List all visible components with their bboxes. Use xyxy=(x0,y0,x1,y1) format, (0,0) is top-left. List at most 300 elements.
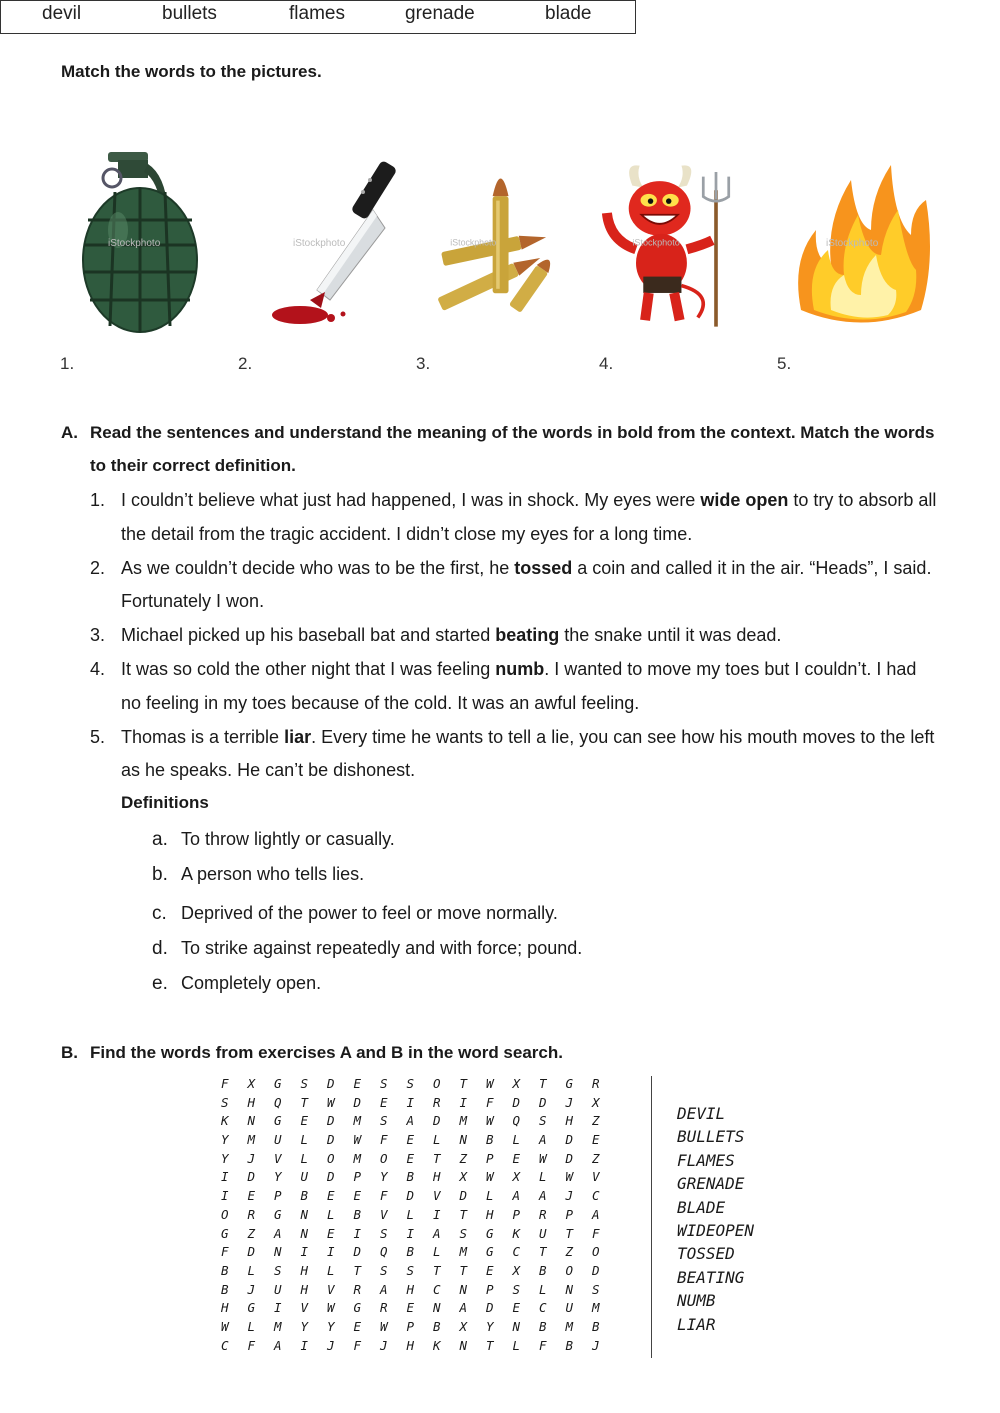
sentence-number: 1. xyxy=(90,490,106,510)
word-bank-item: grenade xyxy=(405,3,475,24)
grid-cell: F xyxy=(592,1225,600,1241)
definition-letter: e. xyxy=(152,973,168,994)
grid-cell: Q xyxy=(274,1094,282,1110)
grid-cell: Z xyxy=(459,1150,468,1166)
grid-row xyxy=(221,1151,619,1170)
grid-cell: E xyxy=(353,1318,362,1334)
grid-cell: I xyxy=(353,1225,362,1241)
grid-cell: E xyxy=(486,1262,494,1278)
grid-cell: A xyxy=(459,1300,468,1316)
grid-cell: D xyxy=(353,1244,362,1260)
grid-cell: A xyxy=(274,1337,282,1353)
grid-cell: B xyxy=(353,1206,362,1222)
grid-cell: E xyxy=(327,1225,335,1241)
grid-cell: F xyxy=(221,1076,229,1091)
grid-cell: N xyxy=(459,1281,468,1297)
grid-cell: L xyxy=(512,1132,521,1148)
grid-cell: I xyxy=(433,1206,441,1222)
grid-cell: N xyxy=(300,1225,309,1241)
grid-cell: J xyxy=(565,1188,574,1204)
grid-cell: B xyxy=(592,1318,600,1334)
grid-cell: D xyxy=(327,1076,335,1091)
sentence-text: the snake until it was dead. xyxy=(559,625,782,646)
grid-row xyxy=(221,1207,619,1226)
section-b-label: B. xyxy=(61,1043,78,1062)
grid-cell: H xyxy=(247,1094,256,1110)
grid-cell: N xyxy=(274,1244,282,1260)
grid-cell: E xyxy=(353,1188,362,1204)
grid-cell: Y xyxy=(221,1150,229,1166)
grid-cell: C xyxy=(592,1188,600,1204)
grid-cell: H xyxy=(221,1300,229,1316)
grid-cell: M xyxy=(592,1300,600,1316)
word-search-grid xyxy=(221,1076,619,1356)
grid-cell: I xyxy=(406,1094,415,1110)
watermark: iStockphoto xyxy=(108,238,161,249)
grid-cell: B xyxy=(539,1318,547,1334)
grid-cell: M xyxy=(247,1132,256,1148)
grid-cell: D xyxy=(565,1150,574,1166)
grid-cell: L xyxy=(406,1206,415,1222)
grid-cell: P xyxy=(565,1206,574,1222)
grid-cell: O xyxy=(380,1150,388,1166)
word-list-item: BEATING xyxy=(677,1267,745,1287)
grid-cell: D xyxy=(353,1094,362,1110)
grid-cell: T xyxy=(486,1337,494,1353)
grid-cell: A xyxy=(539,1132,547,1148)
grid-cell: E xyxy=(406,1300,415,1316)
sentence-text: Michael picked up his baseball bat and started xyxy=(121,625,496,646)
word-bank-item: blade xyxy=(545,3,592,24)
grid-row xyxy=(221,1188,619,1207)
word-list-item: FLAMES xyxy=(677,1150,735,1170)
grid-cell: H xyxy=(406,1281,415,1297)
grid-cell: S xyxy=(380,1262,388,1278)
grid-cell: X xyxy=(459,1318,468,1334)
grid-cell: W xyxy=(221,1318,229,1334)
grid-cell: Y xyxy=(274,1169,282,1185)
grid-cell: J xyxy=(565,1094,574,1110)
grid-cell: P xyxy=(486,1281,494,1297)
grid-cell: G xyxy=(353,1300,362,1316)
grid-cell: D xyxy=(247,1169,256,1185)
grid-cell: A xyxy=(274,1225,282,1241)
grid-cell: J xyxy=(247,1281,256,1297)
grid-cell: S xyxy=(592,1281,600,1297)
grid-cell: D xyxy=(406,1188,415,1204)
grid-cell: I xyxy=(300,1337,309,1353)
grid-cell: L xyxy=(512,1337,521,1353)
grid-cell: Y xyxy=(221,1132,229,1148)
grid-cell: R xyxy=(353,1281,362,1297)
section-a-title: Read the sentences and understand the meaning of the words in bold from the context. Match the words to their correct definition. xyxy=(90,423,935,475)
grid-cell: T xyxy=(459,1206,468,1222)
grid-cell: D xyxy=(327,1132,335,1148)
bullets-icon xyxy=(415,150,565,335)
word-list-item: LIAR xyxy=(677,1314,716,1334)
grid-cell: X xyxy=(592,1094,600,1110)
grid-cell: O xyxy=(433,1076,441,1091)
grid-cell: X xyxy=(247,1076,256,1091)
sentence-item xyxy=(90,653,940,721)
grid-cell: L xyxy=(327,1262,335,1278)
grid-cell: W xyxy=(539,1150,547,1166)
grid-cell: P xyxy=(486,1150,494,1166)
grid-cell: B xyxy=(406,1169,415,1185)
grid-cell: T xyxy=(565,1225,574,1241)
grid-cell: G xyxy=(247,1300,256,1316)
grid-cell: B xyxy=(539,1262,547,1278)
grid-cell: Y xyxy=(380,1169,388,1185)
grid-cell: I xyxy=(221,1188,229,1204)
grid-row xyxy=(221,1263,619,1282)
sentence-item xyxy=(90,619,940,653)
grid-cell: C xyxy=(512,1244,521,1260)
grid-cell: Q xyxy=(380,1244,388,1260)
grid-cell: A xyxy=(433,1225,441,1241)
definitions-title: Definitions xyxy=(121,793,209,812)
grid-cell: L xyxy=(486,1188,494,1204)
grid-row xyxy=(221,1319,619,1338)
grid-cell: Q xyxy=(512,1113,521,1129)
grid-cell: R xyxy=(380,1300,388,1316)
grid-cell: Y xyxy=(327,1318,335,1334)
grid-cell: S xyxy=(406,1262,415,1278)
sentence-text: to try to absorb all the detail from the tragic accident. I didn’t close my eyes for a long time. xyxy=(121,490,937,544)
grid-cell: G xyxy=(221,1225,229,1241)
definition-letter: a. xyxy=(152,829,168,850)
grid-cell: D xyxy=(433,1113,441,1129)
grid-cell: N xyxy=(459,1337,468,1353)
word-bank-item: bullets xyxy=(162,3,217,24)
grid-cell: O xyxy=(592,1244,600,1260)
grid-cell: F xyxy=(380,1132,388,1148)
grid-row xyxy=(221,1113,619,1132)
grid-cell: W xyxy=(380,1318,388,1334)
grid-cell: E xyxy=(592,1132,600,1148)
definition-letter: c. xyxy=(152,903,167,924)
grid-cell: G xyxy=(274,1113,282,1129)
word-list-item: BULLETS xyxy=(677,1127,745,1147)
grid-cell: F xyxy=(353,1337,362,1353)
grid-cell: V xyxy=(380,1206,388,1222)
grid-row xyxy=(221,1169,619,1188)
grid-cell: H xyxy=(300,1281,309,1297)
sentence-text: . I wanted to move my toes but I couldn’t. I had no feeling in my toes because of the cold. It was an awful feeling. xyxy=(121,658,917,713)
grid-cell: D xyxy=(539,1094,547,1110)
grid-cell: I xyxy=(459,1094,468,1110)
grid-cell: U xyxy=(274,1132,282,1148)
grid-cell: M xyxy=(459,1244,468,1260)
grid-cell: X xyxy=(512,1169,521,1185)
grid-cell: W xyxy=(486,1113,494,1129)
flames-icon xyxy=(786,150,936,335)
grid-cell: R xyxy=(539,1206,547,1222)
grid-cell: U xyxy=(274,1281,282,1297)
definition-text: To strike against repeatedly and with force; pound. xyxy=(181,938,583,958)
word-bank-box xyxy=(0,0,636,34)
grid-cell: F xyxy=(380,1188,388,1204)
word-list-item: BLADE xyxy=(677,1197,726,1217)
sentence-text: . Every time he wants to tell a lie, you can see how his mouth moves to the left as he speaks. He can’t be dishonest. xyxy=(121,726,935,781)
grid-cell: U xyxy=(539,1225,547,1241)
watermark: iStockphoto xyxy=(293,238,346,249)
word-list-item: DEVIL xyxy=(677,1104,726,1123)
grid-cell: F xyxy=(247,1337,256,1353)
grid-cell: T xyxy=(459,1262,468,1278)
bold-word: numb xyxy=(495,658,545,679)
grid-cell: A xyxy=(406,1113,415,1129)
grid-cell: W xyxy=(486,1076,494,1091)
grid-cell: T xyxy=(539,1244,547,1260)
grid-cell: P xyxy=(353,1169,362,1185)
sentence-text: Thomas is a terrible xyxy=(121,726,285,747)
devil-icon xyxy=(596,150,746,335)
grid-cell: H xyxy=(300,1262,309,1278)
grid-cell: N xyxy=(512,1318,521,1334)
grid-cell: S xyxy=(380,1076,388,1091)
grid-row xyxy=(221,1338,619,1357)
grid-cell: B xyxy=(221,1262,229,1278)
grid-cell: Y xyxy=(300,1318,309,1334)
grid-cell: S xyxy=(300,1076,309,1091)
grid-cell: D xyxy=(486,1300,494,1316)
sentence-item xyxy=(90,552,940,620)
grid-cell: B xyxy=(433,1318,441,1334)
definition-letter: b. xyxy=(152,864,168,885)
grid-cell: B xyxy=(300,1188,309,1204)
grid-cell: D xyxy=(327,1113,335,1129)
grid-cell: G xyxy=(486,1244,494,1260)
grid-cell: P xyxy=(274,1188,282,1204)
grid-row xyxy=(221,1282,619,1301)
grid-cell: T xyxy=(300,1094,309,1110)
grid-cell: R xyxy=(592,1076,600,1091)
picture-number: 1. xyxy=(60,354,75,373)
sentence-text: I couldn’t believe what just had happened, I was in shock. My eyes were xyxy=(121,490,701,510)
grid-cell: L xyxy=(247,1262,256,1278)
word-bank-item: flames xyxy=(289,3,345,24)
grid-cell: T xyxy=(353,1262,362,1278)
bold-word: liar xyxy=(284,726,312,747)
match-instruction: Match the words to the pictures. xyxy=(61,62,322,81)
word-search-list xyxy=(677,1104,754,1338)
grid-cell: B xyxy=(406,1244,415,1260)
grid-cell: W xyxy=(327,1094,335,1110)
sentence-number: 3. xyxy=(90,625,106,646)
grid-cell: J xyxy=(247,1150,256,1166)
grid-cell: L xyxy=(539,1281,547,1297)
grid-cell: N xyxy=(565,1281,574,1297)
grid-cell: C xyxy=(221,1337,229,1353)
grid-cell: J xyxy=(327,1337,335,1353)
word-list-item: WIDEOPEN xyxy=(677,1220,755,1240)
sentence-item xyxy=(90,721,940,789)
grid-cell: H xyxy=(433,1169,441,1185)
picture-number: 5. xyxy=(777,354,792,373)
grid-cell: E xyxy=(512,1150,521,1166)
word-list-item: GRENADE xyxy=(677,1174,745,1194)
grid-cell: V xyxy=(300,1300,309,1316)
grid-cell: M xyxy=(353,1150,362,1166)
grid-cell: W xyxy=(353,1132,362,1148)
sentence-number: 2. xyxy=(90,557,106,578)
sentence-text: It was so cold the other night that I was feeling xyxy=(121,658,496,679)
grid-cell: N xyxy=(247,1113,256,1129)
grid-cell: V xyxy=(433,1188,441,1204)
definition-letter: d. xyxy=(152,938,168,959)
grid-row xyxy=(221,1095,619,1114)
grid-cell: W xyxy=(486,1169,494,1185)
grid-row xyxy=(221,1076,619,1095)
grid-cell: I xyxy=(300,1244,309,1260)
definition-item xyxy=(152,829,395,851)
grid-cell: S xyxy=(406,1076,415,1091)
sentence-text: a coin and called it in the air. “Heads”, I said. Fortunately I won. xyxy=(121,557,932,612)
grid-cell: T xyxy=(433,1150,441,1166)
grid-cell: T xyxy=(433,1262,441,1278)
grid-cell: S xyxy=(512,1281,521,1297)
picture-number: 4. xyxy=(599,354,614,373)
definition-item xyxy=(152,973,321,995)
word-bank-item: devil xyxy=(42,3,82,24)
definition-item xyxy=(152,903,558,925)
grid-cell: B xyxy=(486,1132,494,1148)
grid-cell: E xyxy=(327,1188,335,1204)
grid-cell: B xyxy=(565,1337,574,1353)
grid-cell: S xyxy=(380,1225,388,1241)
picture-number: 2. xyxy=(238,354,253,373)
grid-cell: S xyxy=(380,1113,388,1129)
grid-cell: M xyxy=(353,1113,362,1129)
grid-cell: F xyxy=(221,1244,229,1260)
grid-cell: I xyxy=(406,1225,415,1241)
grid-cell: G xyxy=(274,1076,282,1091)
grid-cell: E xyxy=(380,1094,388,1110)
grid-row xyxy=(221,1226,619,1245)
section-a-label: A. xyxy=(61,423,78,442)
grid-cell: P xyxy=(512,1206,521,1222)
sentence-list xyxy=(90,484,940,788)
grid-cell: G xyxy=(565,1076,574,1091)
grid-cell: U xyxy=(300,1169,309,1185)
grid-cell: L xyxy=(247,1318,256,1334)
picture-number: 3. xyxy=(416,354,431,373)
grid-cell: O xyxy=(327,1150,335,1166)
word-list-item: NUMB xyxy=(677,1291,716,1311)
grid-cell: D xyxy=(512,1094,521,1110)
grid-cell: H xyxy=(406,1337,415,1353)
grid-cell: R xyxy=(247,1206,256,1222)
grid-cell: D xyxy=(592,1262,600,1278)
grid-cell: X xyxy=(459,1169,468,1185)
grid-cell: K xyxy=(221,1113,229,1129)
grid-cell: D xyxy=(327,1169,335,1185)
grid-cell: A xyxy=(592,1206,600,1222)
definition-text: Completely open. xyxy=(181,973,322,993)
bold-word: wide open xyxy=(700,490,789,510)
grid-cell: E xyxy=(300,1113,309,1129)
grid-cell: E xyxy=(353,1076,362,1091)
grid-cell: G xyxy=(486,1225,494,1241)
grid-cell: J xyxy=(380,1337,388,1353)
grid-cell: N xyxy=(459,1132,468,1148)
grid-cell: S xyxy=(221,1094,229,1110)
bold-word: beating xyxy=(495,625,560,646)
grid-cell: F xyxy=(486,1094,494,1110)
grid-cell: M xyxy=(459,1113,468,1129)
grid-cell: E xyxy=(406,1132,415,1148)
bold-word: tossed xyxy=(514,557,573,578)
definition-item xyxy=(152,864,364,886)
grid-cell: L xyxy=(539,1169,547,1185)
grid-cell: F xyxy=(539,1337,547,1353)
grid-cell: L xyxy=(300,1132,309,1148)
grid-cell: Z xyxy=(592,1113,600,1129)
grid-cell: J xyxy=(592,1337,600,1353)
grid-cell: Y xyxy=(486,1318,494,1334)
grid-cell: E xyxy=(406,1150,415,1166)
grid-cell: I xyxy=(327,1244,335,1260)
grid-cell: S xyxy=(539,1113,547,1129)
sentence-number: 4. xyxy=(90,658,106,679)
watermark: iStockphoto xyxy=(632,237,680,248)
grid-cell: O xyxy=(565,1262,574,1278)
grid-cell: C xyxy=(433,1281,441,1297)
grid-cell: W xyxy=(327,1300,335,1316)
grenade-icon xyxy=(70,150,220,335)
grid-cell: U xyxy=(565,1300,574,1316)
grid-cell: V xyxy=(327,1281,335,1297)
sentence-text: As we couldn’t decide who was to be the first, he xyxy=(121,557,515,578)
section-b-title: Find the words from exercises A and B in the word search. xyxy=(90,1043,563,1062)
grid-cell: H xyxy=(565,1113,574,1129)
grid-cell: D xyxy=(565,1132,574,1148)
grid-row xyxy=(221,1300,619,1319)
grid-cell: Z xyxy=(247,1225,256,1241)
grid-cell: S xyxy=(274,1262,282,1278)
grid-cell: C xyxy=(539,1300,547,1316)
grid-cell: L xyxy=(433,1244,441,1260)
grid-cell: I xyxy=(221,1169,229,1185)
grid-cell: N xyxy=(300,1206,309,1222)
grid-cell: B xyxy=(221,1281,229,1297)
grid-cell: K xyxy=(433,1337,441,1353)
grid-cell: T xyxy=(539,1076,547,1091)
grid-cell: V xyxy=(592,1169,600,1185)
sentence-number: 5. xyxy=(90,726,106,747)
grid-cell: M xyxy=(274,1318,282,1334)
definition-text: A person who tells lies. xyxy=(181,864,365,884)
watermark: iStockphoto xyxy=(826,238,879,249)
grid-cell: A xyxy=(512,1188,521,1204)
grid-cell: I xyxy=(274,1300,282,1316)
grid-cell: V xyxy=(274,1150,282,1166)
word-list-item: TOSSED xyxy=(677,1244,735,1264)
grid-cell: R xyxy=(433,1094,441,1110)
grid-cell: X xyxy=(512,1076,521,1091)
grid-cell: T xyxy=(459,1076,468,1091)
grid-cell: W xyxy=(565,1169,574,1185)
grid-cell: E xyxy=(512,1300,521,1316)
grid-cell: X xyxy=(512,1262,521,1278)
definition-text: To throw lightly or casually. xyxy=(181,829,395,849)
grid-cell: L xyxy=(433,1132,441,1148)
grid-cell: E xyxy=(247,1188,256,1204)
grid-cell: D xyxy=(459,1188,468,1204)
grid-cell: K xyxy=(512,1225,521,1241)
sentence-item xyxy=(90,484,940,552)
